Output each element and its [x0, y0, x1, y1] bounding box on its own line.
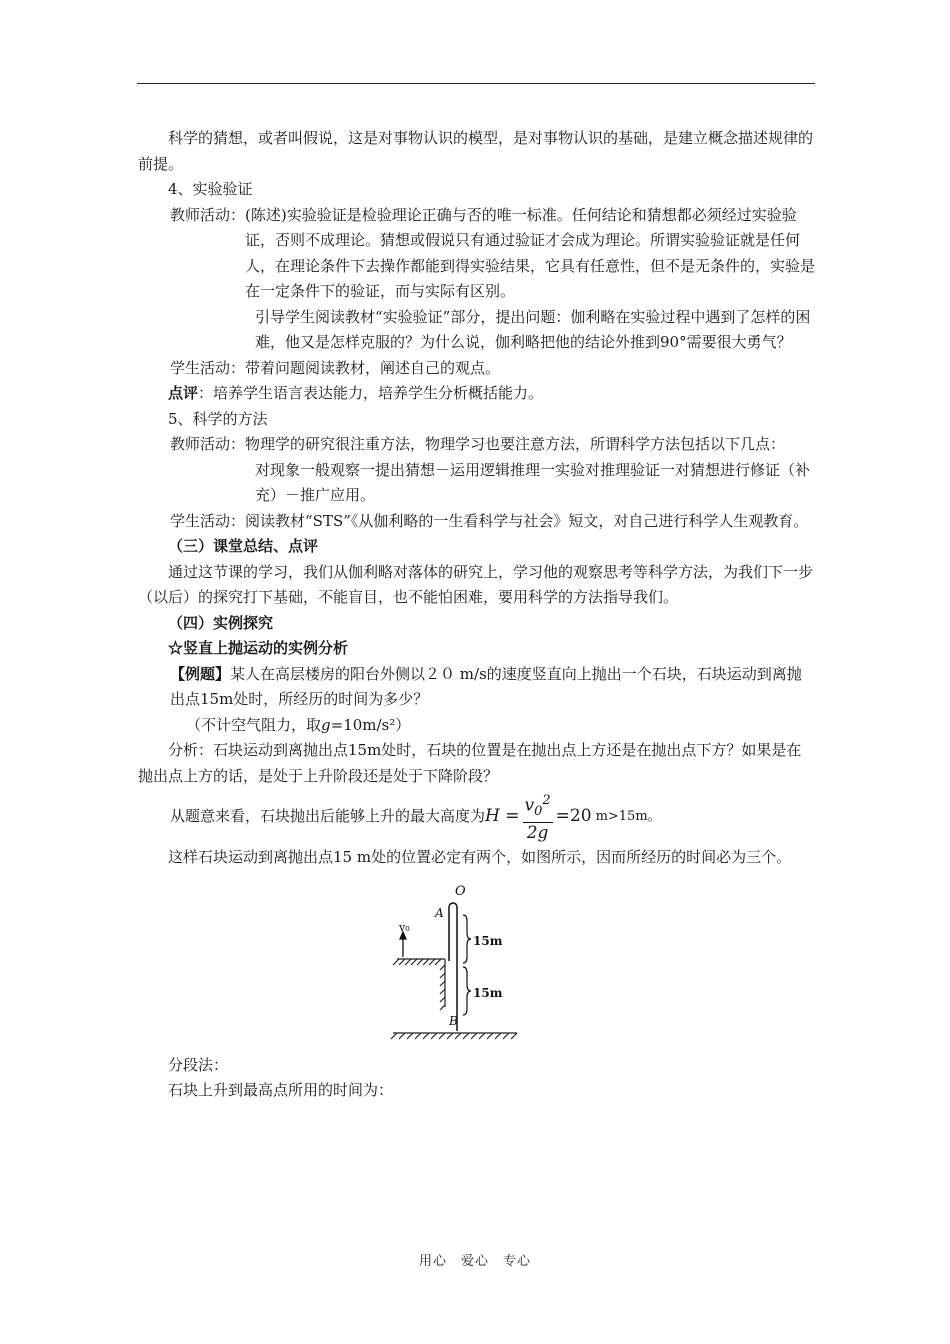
paragraph-hypothesis: 科学的猜想，或者叫假说，这是对事物认识的模型，是对事物认识的基础，是建立概念描述规律的前提。 — [138, 129, 814, 173]
main-content — [138, 126, 816, 1104]
problem-note — [138, 713, 816, 739]
label-A: A — [435, 905, 444, 920]
student-activity-5 — [138, 509, 816, 535]
heading-summary: （三）课堂总结、点评 — [168, 537, 319, 555]
teacher-activity-label: 教师活动： — [170, 435, 246, 453]
comment-text: ：培养学生语言表达能力，培养学生分析概括能力。 — [198, 384, 544, 402]
note-g: g — [321, 715, 331, 734]
teacher-activity-text: (陈述)实验验证是检验理论正确与否的唯一标准。任何结论和猜想都必须经过实验验证，否则不成理论。猜想或假说只有通过验证才会成为理论。所谓实验验证就是任何人，在理论条件下去操作都能到得实验结果，它具有任意性，但不是无条件的，实验是在一定条件下的验证，而与实际有区别。 — [245, 205, 816, 300]
heading-examples: （四）实例探究 — [168, 613, 274, 632]
max-height-line — [138, 792, 816, 844]
analysis-paragraph: 分析：石块运动到离抛出点15m处时，石块的位置是在抛出点上方还是在抛出点下方？如果是在抛出点上方的话，是处于上升阶段还是处于下降阶段？ — [138, 741, 802, 785]
velocity-arrow — [400, 932, 406, 957]
student-activity-label: 学生活动： — [170, 358, 246, 377]
label-v0: v₀ — [399, 920, 410, 934]
note-suffix: =10m/s²） — [330, 715, 411, 734]
throw-diagram — [387, 877, 527, 1047]
section-heading-5: 5、科学的方法 — [168, 409, 268, 428]
summary-paragraph: 通过这节课的学习，我们从伽利略对落体的研究上，学习他的观察思考等科学方法，为我们下一步（以后）的探究打下基础，不能盲目，也不能怕困难，要用科学的方法指导我们。 — [138, 562, 814, 606]
formula-fraction — [523, 791, 553, 843]
teacher-activity-guide: 引导学生阅读教材“实验验证”部分，提出问题：伽利略在实验过程中遇到了怎样的困难，他又是怎样克服的？为什么说，伽利略把他的结论外推到90°需要很大勇气？ — [255, 307, 811, 351]
max-height-text: 从题意来看，石块抛出后能够上升的最大高度为 — [170, 807, 486, 826]
balcony-floor — [393, 959, 445, 965]
numerator-v: v — [524, 795, 535, 816]
formula-numerator — [523, 791, 553, 823]
note-prefix: （不计空气阻力，取 — [186, 715, 322, 734]
building-wall — [440, 959, 445, 1010]
section-heading-4: 4、实验验证 — [168, 180, 253, 198]
example-text: 某人在高层楼房的阳台外侧以２０ m/s的速度竖直向上抛出一个石块，石块运动到离抛出点15m处时，所经历的时间为多少？ — [170, 664, 802, 708]
max-height-suffix: m>15m。 — [595, 809, 661, 825]
student-activity-text: 阅读教材“STS”《从伽利略的一生看科学与社会》短文，对自己进行科学人生观教育。 — [245, 511, 809, 530]
numerator-sup: 2 — [542, 792, 551, 808]
numerator-sub: 0 — [534, 804, 543, 820]
label-B: B — [449, 1013, 458, 1028]
formula-result: =20 — [555, 806, 592, 827]
student-activity-label: 学生活动： — [170, 511, 246, 530]
rise-time-text: 石块上升到最高点所用的时间为： — [168, 1081, 394, 1099]
trajectory-path — [449, 903, 457, 1031]
label-O: O — [455, 883, 466, 899]
dimension-braces — [463, 915, 471, 1015]
comment-label: 点评 — [168, 384, 199, 402]
formula-H: H = — [485, 806, 520, 827]
example-label: 【例题】 — [170, 664, 231, 683]
teacher-activity-5 — [138, 432, 816, 458]
two-positions-paragraph: 这样石块运动到离抛出点15 m处的位置必定有两个，如图所示，因而所经历的时间必为三个。 — [168, 848, 792, 866]
method-steps: 对现象一般观察一提出猜想－运用逻辑推理一实验对推理验证一对猜想进行修证（补充）－推广应用。 — [255, 460, 811, 504]
teacher-activity-4 — [138, 203, 816, 305]
comment-line — [138, 381, 816, 407]
teacher-activity-text: 物理学的研究很注重方法，物理学习也要注意方法，所谓科学方法包括以下几点： — [245, 435, 786, 453]
throw-diagram-figure — [138, 877, 816, 1047]
ground — [391, 1033, 517, 1039]
student-activity-4 — [138, 356, 816, 382]
student-activity-text: 带着问题阅读教材，阐述自己的观点。 — [245, 358, 501, 377]
label-15m-upper: 15m — [473, 933, 503, 948]
example-problem — [138, 662, 816, 713]
formula-denominator: 2g — [526, 823, 549, 844]
label-15m-lower: 15m — [473, 985, 503, 1000]
teacher-activity-label: 教师活动： — [170, 205, 246, 224]
segment-method-heading: 分段法： — [168, 1055, 229, 1074]
heading-vertical-throw: ☆竖直上抛运动的实例分析 — [168, 639, 349, 657]
page-footer: 用心 爱心 专心 — [418, 1254, 531, 1269]
header-rule — [137, 83, 815, 84]
